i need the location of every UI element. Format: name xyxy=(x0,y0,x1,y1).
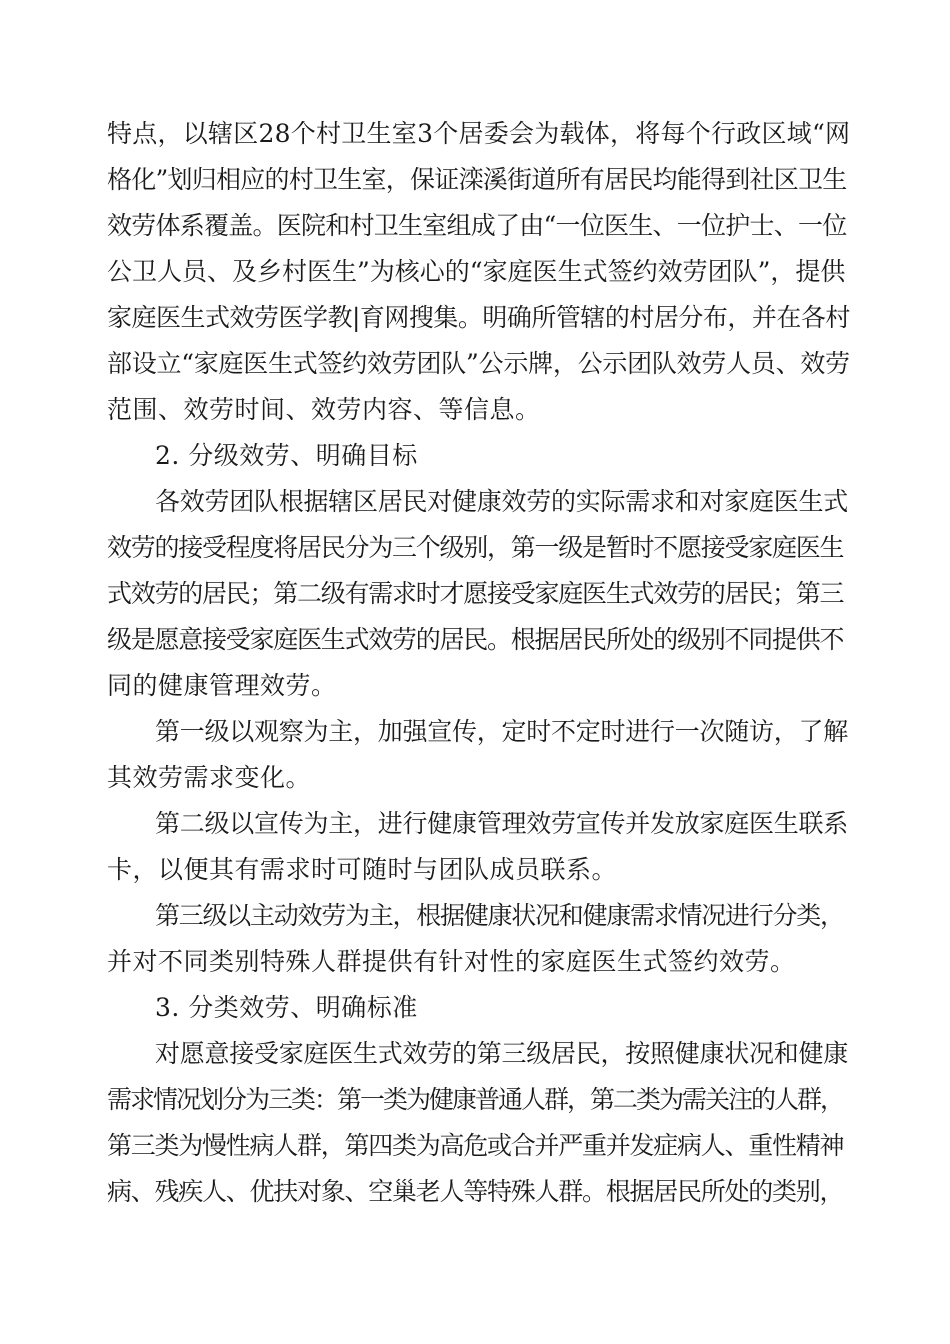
paragraph-line: 范围、效劳时间、效劳内容、等信息。 xyxy=(107,395,541,424)
paragraph-line: 级是愿意接受家庭医生式效劳的居民。根据居民所处的级别不同提供不 xyxy=(107,625,844,654)
paragraph-line: 第一级以观察为主，加强宣传，定时不定时进行一次随访，了解 xyxy=(155,717,849,746)
paragraph-line: 部设立“家庭医生式签约效劳团队”公示牌，公示团队效劳人员、效劳 xyxy=(107,349,850,378)
paragraph-line: 同的健康管理效劳。 xyxy=(107,671,337,700)
paragraph-line: 对愿意接受家庭医生式效劳的第三级居民，按照健康状况和健康 xyxy=(155,1039,849,1068)
paragraph-line: 家庭医生式效劳医学教|育网搜集。明确所管辖的村居分布，并在各村 xyxy=(107,303,850,332)
paragraph-line: 其效劳需求变化。 xyxy=(107,763,312,792)
paragraph-line: 卡，以便其有需求时可随时与团队成员联系。 xyxy=(107,855,618,884)
paragraph-line: 病、残疾人、优扶对象、空巢老人等特殊人群。根据居民所处的类别， xyxy=(107,1177,844,1206)
paragraph-line: 式效劳的居民；第二级有需求时才愿接受家庭医生式效劳的居民；第三 xyxy=(107,579,844,608)
paragraph-line: 第三类为慢性病人群，第四类为高危或合并严重并发症病人、重性精神 xyxy=(107,1131,844,1160)
paragraph-line: 并对不同类别特殊人群提供有针对性的家庭医生式签约效劳。 xyxy=(107,947,796,976)
paragraph-line: 效劳的接受程度将居民分为三个级别，第一级是暂时不愿接受家庭医生 xyxy=(107,533,844,562)
section-heading: 2. 分级效劳、明确目标 xyxy=(155,441,418,470)
section-heading: 3. 分类效劳、明确标准 xyxy=(155,993,418,1022)
paragraph-line: 效劳体系覆盖。医院和村卫生室组成了由“一位医生、一位护士、一位 xyxy=(107,211,847,240)
paragraph-line: 格化”划归相应的村卫生室，保证滦溪街道所有居民均能得到社区卫生 xyxy=(107,165,847,194)
paragraph-line: 特点，以辖区28个村卫生室3个居委会为载体，将每个行政区域“网 xyxy=(107,119,851,148)
paragraph-line: 需求情况划分为三类：第一类为健康普通人群，第二类为需关注的人群， xyxy=(107,1085,844,1114)
paragraph-line: 第三级以主动效劳为主，根据健康状况和健康需求情况进行分类， xyxy=(155,901,844,930)
paragraph-line: 各效劳团队根据辖区居民对健康效劳的实际需求和对家庭医生式 xyxy=(155,487,849,516)
paragraph-line: 第二级以宣传为主，进行健康管理效劳宣传并发放家庭医生联系 xyxy=(155,809,849,838)
paragraph-line: 公卫人员、及乡村医生”为核心的“家庭医生式签约效劳团队”，提供 xyxy=(107,257,846,286)
